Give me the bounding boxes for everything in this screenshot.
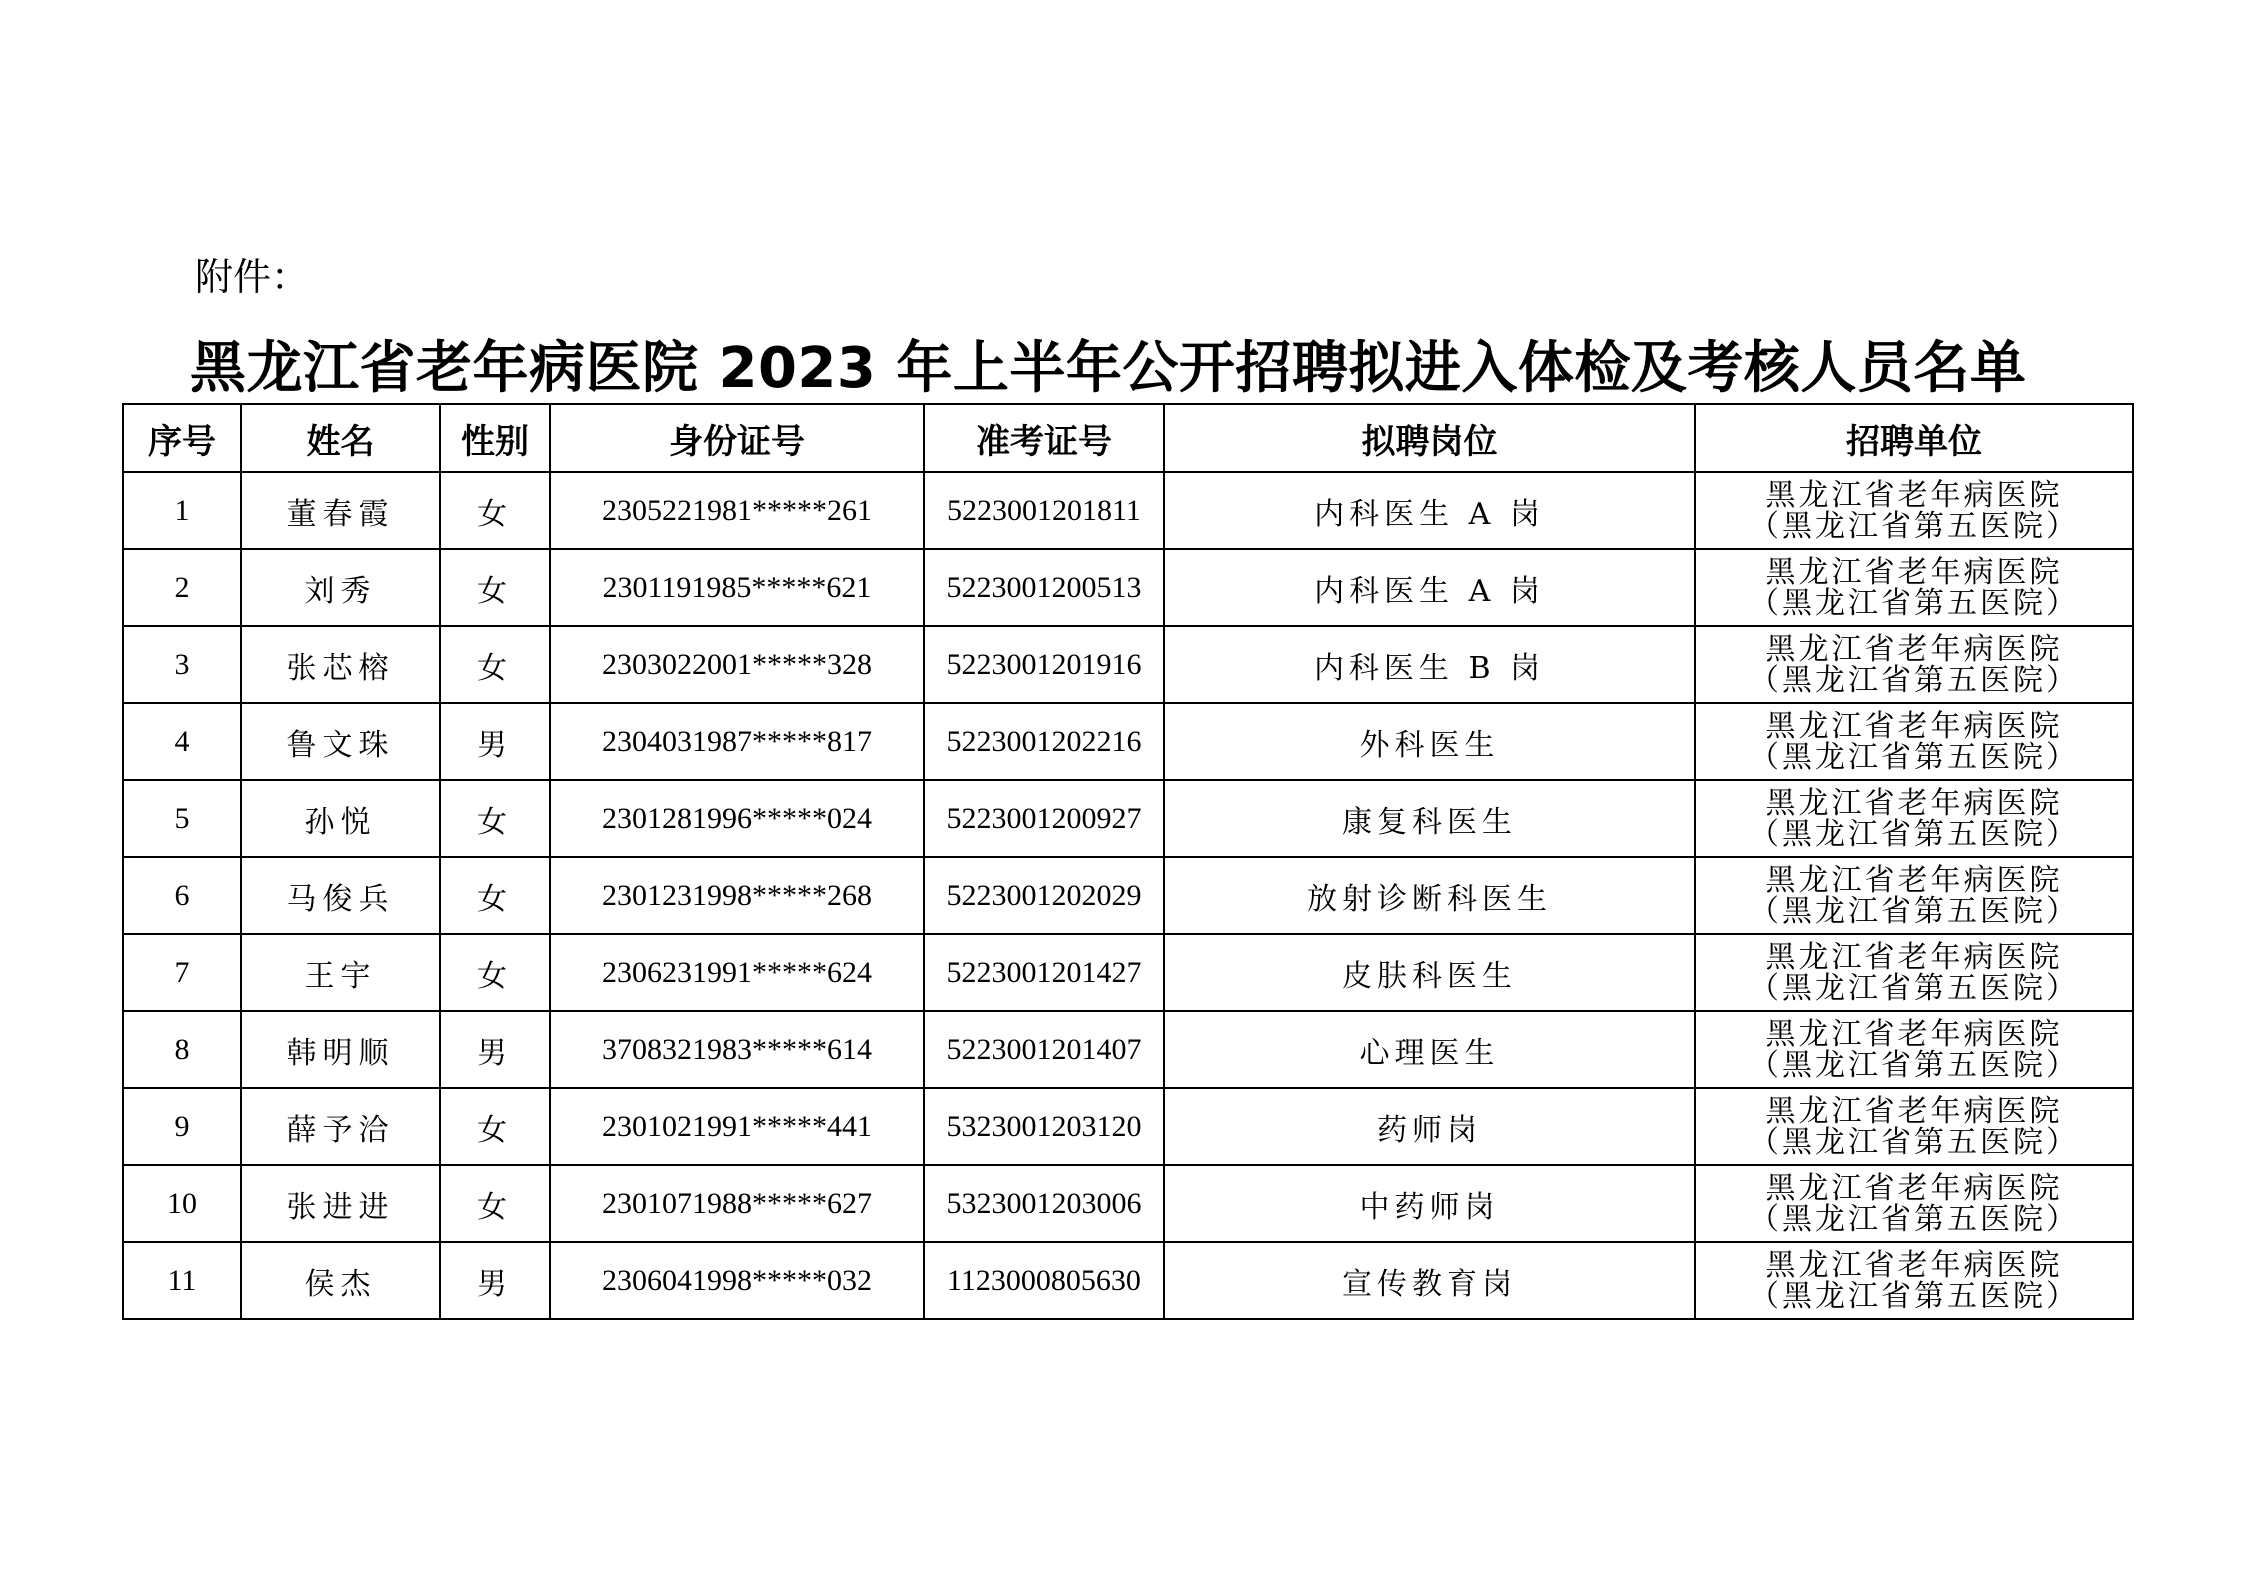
unit-alias: （黑龙江省第五医院） (1749, 816, 2079, 852)
cell-name: 侯杰 (241, 1242, 440, 1319)
cell-gender: 女 (440, 934, 550, 1011)
unit-name: 黑龙江省老年病医院 (1765, 554, 2063, 590)
cell-unit (1695, 934, 2133, 1011)
unit-alias: （黑龙江省第五医院） (1749, 508, 2079, 544)
unit-name: 黑龙江省老年病医院 (1765, 1170, 2063, 1206)
cell-position: 内科医生 B 岗 (1164, 626, 1695, 703)
cell-name: 刘秀 (241, 549, 440, 626)
unit-name: 黑龙江省老年病医院 (1765, 708, 2063, 744)
cell-gender: 女 (440, 1165, 550, 1242)
cell-id-number: 2306231991*****624 (550, 934, 924, 1011)
cell-gender: 女 (440, 1088, 550, 1165)
cell-unit (1695, 1011, 2133, 1088)
table-row (123, 934, 2133, 1011)
header-unit: 招聘单位 (1695, 404, 2133, 472)
header-seq: 序号 (123, 404, 241, 472)
unit-name: 黑龙江省老年病医院 (1765, 862, 2063, 898)
cell-id-number: 2301191985*****621 (550, 549, 924, 626)
cell-seq: 9 (123, 1088, 241, 1165)
cell-id-number: 2301281996*****024 (550, 780, 924, 857)
cell-exam-number: 5223001200927 (924, 780, 1164, 857)
unit-name: 黑龙江省老年病医院 (1765, 1093, 2063, 1129)
cell-unit (1695, 472, 2133, 549)
unit-alias: （黑龙江省第五医院） (1749, 970, 2079, 1006)
cell-id-number: 2306041998*****032 (550, 1242, 924, 1319)
header-position: 拟聘岗位 (1164, 404, 1695, 472)
cell-seq: 1 (123, 472, 241, 549)
cell-unit (1695, 703, 2133, 780)
cell-position: 心理医生 (1164, 1011, 1695, 1088)
cell-name: 马俊兵 (241, 857, 440, 934)
cell-id-number: 3708321983*****614 (550, 1011, 924, 1088)
table-row (123, 857, 2133, 934)
cell-position: 内科医生 A 岗 (1164, 472, 1695, 549)
cell-gender: 男 (440, 1011, 550, 1088)
cell-name: 薛予洽 (241, 1088, 440, 1165)
cell-unit (1695, 1088, 2133, 1165)
cell-seq: 10 (123, 1165, 241, 1242)
cell-exam-number: 5223001202029 (924, 857, 1164, 934)
cell-id-number: 2305221981*****261 (550, 472, 924, 549)
unit-alias: （黑龙江省第五医院） (1749, 739, 2079, 775)
table-row (123, 703, 2133, 780)
table-row (123, 472, 2133, 549)
attachment-label: 附件： (195, 255, 310, 299)
cell-exam-number: 5223001201427 (924, 934, 1164, 1011)
header-name: 姓名 (241, 404, 440, 472)
cell-name: 张芯榕 (241, 626, 440, 703)
unit-alias: （黑龙江省第五医院） (1749, 662, 2079, 698)
cell-gender: 女 (440, 472, 550, 549)
cell-gender: 男 (440, 703, 550, 780)
unit-alias: （黑龙江省第五医院） (1749, 1278, 2079, 1314)
cell-gender: 女 (440, 780, 550, 857)
cell-name: 韩明顺 (241, 1011, 440, 1088)
cell-position: 中药师岗 (1164, 1165, 1695, 1242)
cell-gender: 女 (440, 549, 550, 626)
cell-id-number: 2301071988*****627 (550, 1165, 924, 1242)
cell-id-number: 2301231998*****268 (550, 857, 924, 934)
table-row (123, 1242, 2133, 1319)
cell-name: 鲁文珠 (241, 703, 440, 780)
unit-name: 黑龙江省老年病医院 (1765, 785, 2063, 821)
unit-alias: （黑龙江省第五医院） (1749, 1047, 2079, 1083)
cell-gender: 女 (440, 626, 550, 703)
unit-name: 黑龙江省老年病医院 (1765, 1247, 2063, 1283)
table-row (123, 549, 2133, 626)
cell-unit (1695, 626, 2133, 703)
table-row (123, 626, 2133, 703)
cell-name: 董春霞 (241, 472, 440, 549)
cell-seq: 4 (123, 703, 241, 780)
cell-unit (1695, 1165, 2133, 1242)
cell-exam-number: 5323001203120 (924, 1088, 1164, 1165)
cell-exam-number: 5323001203006 (924, 1165, 1164, 1242)
table-row (123, 1165, 2133, 1242)
unit-alias: （黑龙江省第五医院） (1749, 1124, 2079, 1160)
cell-seq: 8 (123, 1011, 241, 1088)
table-row (123, 1088, 2133, 1165)
cell-position: 皮肤科医生 (1164, 934, 1695, 1011)
unit-alias: （黑龙江省第五医院） (1749, 1201, 2079, 1237)
header-gender: 性别 (440, 404, 550, 472)
cell-name: 王宇 (241, 934, 440, 1011)
cell-position: 宣传教育岗 (1164, 1242, 1695, 1319)
cell-seq: 3 (123, 626, 241, 703)
unit-alias: （黑龙江省第五医院） (1749, 893, 2079, 929)
unit-name: 黑龙江省老年病医院 (1765, 477, 2063, 513)
unit-alias: （黑龙江省第五医院） (1749, 585, 2079, 621)
cell-position: 外科医生 (1164, 703, 1695, 780)
cell-position: 康复科医生 (1164, 780, 1695, 857)
cell-id-number: 2303022001*****328 (550, 626, 924, 703)
cell-exam-number: 5223001201811 (924, 472, 1164, 549)
cell-seq: 2 (123, 549, 241, 626)
cell-name: 孙悦 (241, 780, 440, 857)
unit-name: 黑龙江省老年病医院 (1765, 939, 2063, 975)
cell-unit (1695, 549, 2133, 626)
cell-position: 放射诊断科医生 (1164, 857, 1695, 934)
cell-unit (1695, 857, 2133, 934)
table-header-row (123, 404, 2133, 472)
cell-exam-number: 5223001201407 (924, 1011, 1164, 1088)
cell-exam-number: 5223001201916 (924, 626, 1164, 703)
document-title: 黑龙江省老年病医院 2023 年上半年公开招聘拟进入体检及考核人员名单 (190, 336, 2027, 401)
table-row (123, 780, 2133, 857)
unit-name: 黑龙江省老年病医院 (1765, 1016, 2063, 1052)
cell-seq: 11 (123, 1242, 241, 1319)
cell-id-number: 2301021991*****441 (550, 1088, 924, 1165)
cell-name: 张进进 (241, 1165, 440, 1242)
cell-seq: 5 (123, 780, 241, 857)
table-row (123, 1011, 2133, 1088)
candidate-table (122, 403, 2134, 1320)
cell-position: 药师岗 (1164, 1088, 1695, 1165)
cell-exam-number: 1123000805630 (924, 1242, 1164, 1319)
header-id-number: 身份证号 (550, 404, 924, 472)
cell-unit (1695, 780, 2133, 857)
cell-position: 内科医生 A 岗 (1164, 549, 1695, 626)
cell-exam-number: 5223001202216 (924, 703, 1164, 780)
cell-gender: 女 (440, 857, 550, 934)
cell-unit (1695, 1242, 2133, 1319)
cell-gender: 男 (440, 1242, 550, 1319)
cell-seq: 7 (123, 934, 241, 1011)
cell-seq: 6 (123, 857, 241, 934)
cell-id-number: 2304031987*****817 (550, 703, 924, 780)
header-exam-number: 准考证号 (924, 404, 1164, 472)
unit-name: 黑龙江省老年病医院 (1765, 631, 2063, 667)
cell-exam-number: 5223001200513 (924, 549, 1164, 626)
